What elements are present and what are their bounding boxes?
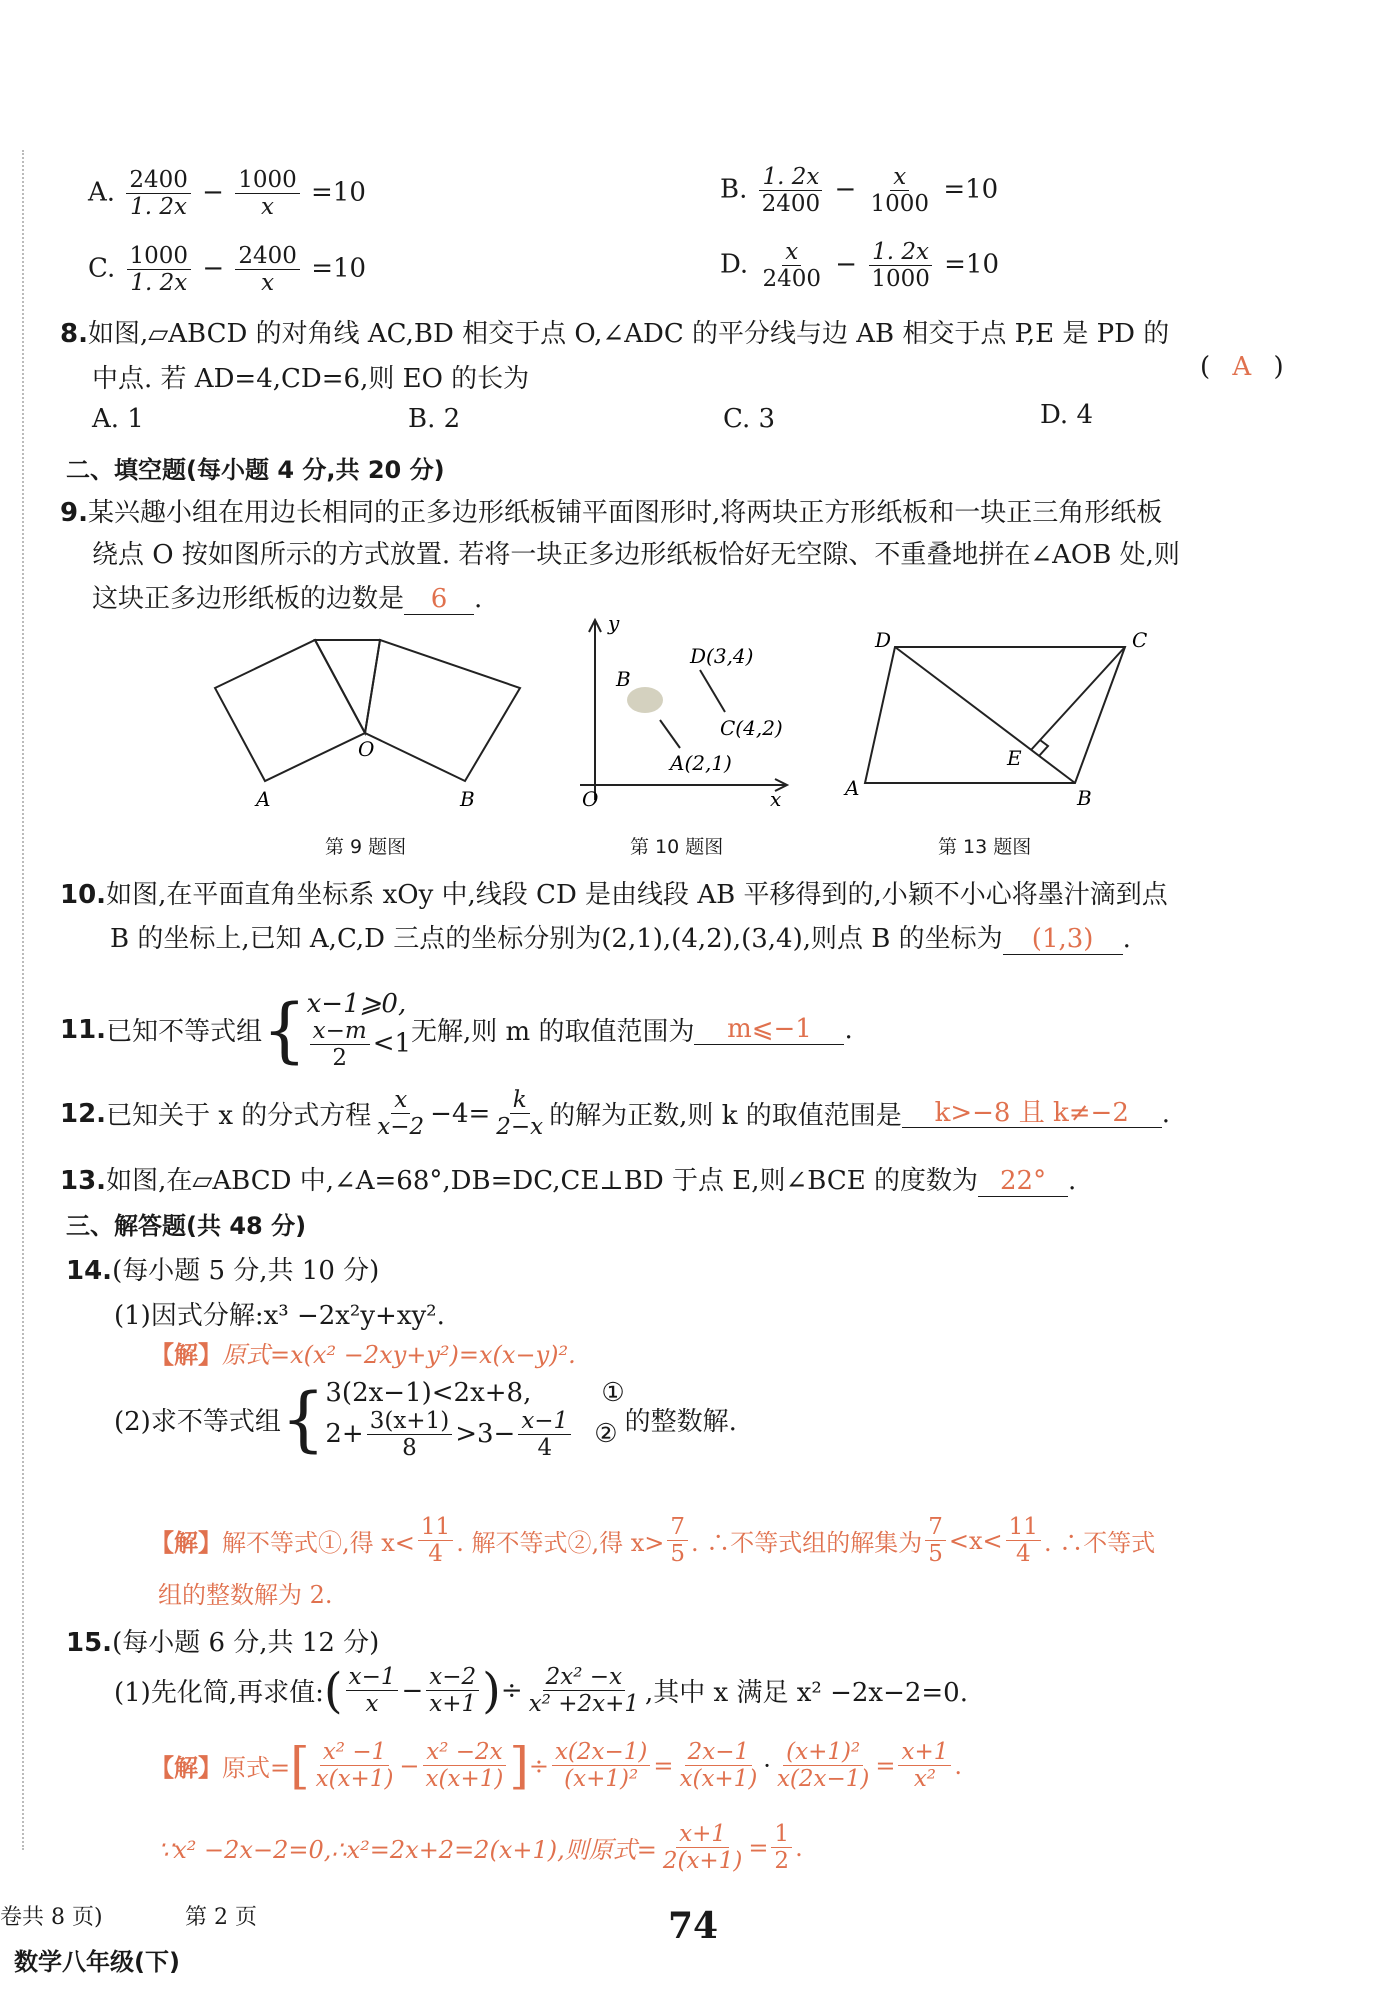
q13-answer: 22° (978, 1167, 1068, 1197)
section-3-title: 三、解答题(共 48 分) (66, 1212, 307, 1240)
figure-9-caption: 第 9 题图 (325, 836, 407, 858)
q9-line1: 9.某兴趣小组在用边长相同的正多边形纸板铺平面图形时,将两块正方形纸板和一块正三角形纸板 (60, 498, 1163, 528)
q9-answer: 6 (404, 585, 474, 615)
fig10-label-o: O (582, 787, 599, 811)
fig13-label-d: D (875, 628, 892, 652)
q15-part1-solution-line1: 【解】 原式= [ $\frac{\text{x² −1}}{x(x+1)}$ − $\frac{\text{x² −2x}}{x(x+1)}$ ] ÷ $\frac{x(2x-1)}{\text{(x+1)²}}$ = $\frac{2x-1}{x(x+1)}$ · $\frac{\text{(x+1)²}}{x(2x-1)}$ = $\frac{x+1}{\text{x²}}$ . (150, 1736, 963, 1795)
fig13-label-a: A (845, 776, 860, 800)
fig13-label-b: B (1077, 786, 1092, 810)
q15-head: 15.(每小题 6 分,共 12 分) (66, 1628, 380, 1658)
q14-part2: (2)求不等式组 { 3(2x−1)<2x+8, ① 2+ $\frac{3(x+1)}{8}$ >3− $\frac{x-1}{4}$ ② 的整数解. (114, 1378, 737, 1462)
q8-option-d: D. 4 (1040, 400, 1093, 430)
q15-part1: (1)先化简,再求值: ( $\frac{x-1}{x}$ − $\frac{x-2}{x+1}$ ) ÷ $\frac{\text{2x² −x}}{\text{x² +2x+1}}$ ,其中 x 满足 x² −2x−2=0. (114, 1662, 968, 1719)
page-number: 74 (668, 1905, 719, 1947)
q7-option-c: C. $\frac{1000}{1. 2x}$ − $\frac{2400}{x}$ =10 (88, 243, 367, 297)
q8-line1: 8.如图,▱ABCD 的对角线 AC,BD 相交于点 O,∠ADC 的平分线与边 AB 相交于点 P,E 是 PD 的 (60, 319, 1170, 349)
fig13-label-e: E (1007, 746, 1022, 770)
fig10-label-c: C(4,2) (720, 716, 783, 740)
q7-option-d: D. $\frac{x}{2400}$ − $\frac{1. 2x}{1000}$ =10 (720, 239, 1000, 293)
figure-13-caption: 第 13 题图 (938, 836, 1032, 858)
fig9-label-b: B (460, 787, 475, 811)
q15-part1-solution-line2: ∵x² −2x−2=0,∴x²=2x+2=2(x+1),则原式= $\frac{x+1}{2(x+1)}$ = $\frac{1}{2}$ . (158, 1821, 803, 1875)
fig9-label-o: O (358, 737, 375, 761)
fig10-label-y: y (608, 611, 620, 635)
q8-line2: 中点. 若 AD=4,CD=6,则 EO 的长为 (92, 364, 530, 394)
section-2-title: 二、填空题(每小题 4 分,共 20 分) (66, 456, 445, 484)
q14-part2-solution-line2: 组的整数解为 2. (158, 1581, 333, 1609)
q7-option-b: B. $\frac{1. 2x}{2400}$ − $\frac{x}{1000}$ =10 (720, 164, 999, 218)
q10-line2: B 的坐标上,已知 A,C,D 三点的坐标分别为(2,1),(4,2),(3,4),则点 B 的坐标为 (1,3) . (110, 924, 1131, 954)
fig10-label-a: A(2,1) (670, 751, 732, 775)
fig10-label-b: B (616, 667, 631, 691)
q14-part2-solution-line1: 【解】 解不等式①,得 x< $\frac{11}{4}$ . 解不等式②,得 x> $\frac{7}{5}$ . ∴不等式组的解集为 $\frac{7}{5}$ <x< $\frac{11}{4}$ . ∴不等式 (150, 1514, 1156, 1568)
q8-answer: A (1232, 352, 1252, 382)
q12: 12. 已知关于 x 的分式方程 $\frac{x}{x-2}$ −4= $\frac{k}{2-x}$ 的解为正数,则 k 的取值范围是 k>−8 且 k≠−2 . (60, 1087, 1170, 1141)
binding-margin-line (22, 150, 24, 1850)
figure-10 (570, 610, 800, 820)
figure-13 (835, 625, 1155, 815)
fig13-label-c: C (1132, 628, 1148, 652)
q9-line2: 绕点 O 按如图所示的方式放置. 若将一块正多边形纸板恰好无空隙、不重叠地拼在∠AOB 处,则 (92, 540, 1180, 570)
q11: 11. 已知不等式组 { x−1⩾0, $\frac{x-m}{2}$ <1 无解,则 m 的取值范围为 m⩽−1 . (60, 988, 853, 1071)
q14-part1: (1)因式分解:x³ −2x²y+xy². (114, 1301, 445, 1331)
q11-answer: m⩽−1 (694, 1015, 844, 1045)
q11-row1: x−1⩾0, (306, 989, 407, 1019)
q14-head: 14.(每小题 5 分,共 10 分) (66, 1256, 380, 1286)
q10-line1: 10.如图,在平面直角坐标系 xOy 中,线段 CD 是由线段 AB 平移得到的,小颖不小心将墨汁滴到点 (60, 880, 1168, 910)
fig10-label-d: D(3,4) (690, 644, 754, 668)
fig10-label-x: x (770, 787, 782, 811)
q9-line3: 这块正多边形纸板的边数是 6 . (92, 584, 483, 614)
figure-9 (200, 620, 540, 820)
q12-answer: k>−8 且 k≠−2 (902, 1099, 1162, 1129)
q8-option-b: B. 2 (408, 404, 461, 434)
footer-page-of: 第 2 页 (185, 1905, 257, 1930)
footer-subject: 数学八年级(下) (14, 1948, 180, 1976)
footer-total-pages: 卷共 8 页) (0, 1905, 103, 1930)
q14-part1-solution: 【解】原式=x(x² −2xy+y²)=x(x−y)². (150, 1340, 576, 1369)
q8-option-c: C. 3 (723, 404, 776, 434)
q8-answer-paren: ( A ) (1200, 352, 1284, 382)
q10-answer: (1,3) (1003, 925, 1123, 955)
q7-option-a: A. $\frac{2400}{1. 2x}$ − $\frac{1000}{x}$ =10 (88, 167, 366, 221)
ink-blot (627, 687, 663, 713)
fig9-label-a: A (256, 787, 271, 811)
q13: 13.如图,在▱ABCD 中,∠A=68°,DB=DC,CE⊥BD 于点 E,则∠BCE 的度数为 22° . (60, 1166, 1077, 1196)
figure-10-caption: 第 10 题图 (630, 836, 724, 858)
q8-option-a: A. 1 (92, 404, 144, 434)
